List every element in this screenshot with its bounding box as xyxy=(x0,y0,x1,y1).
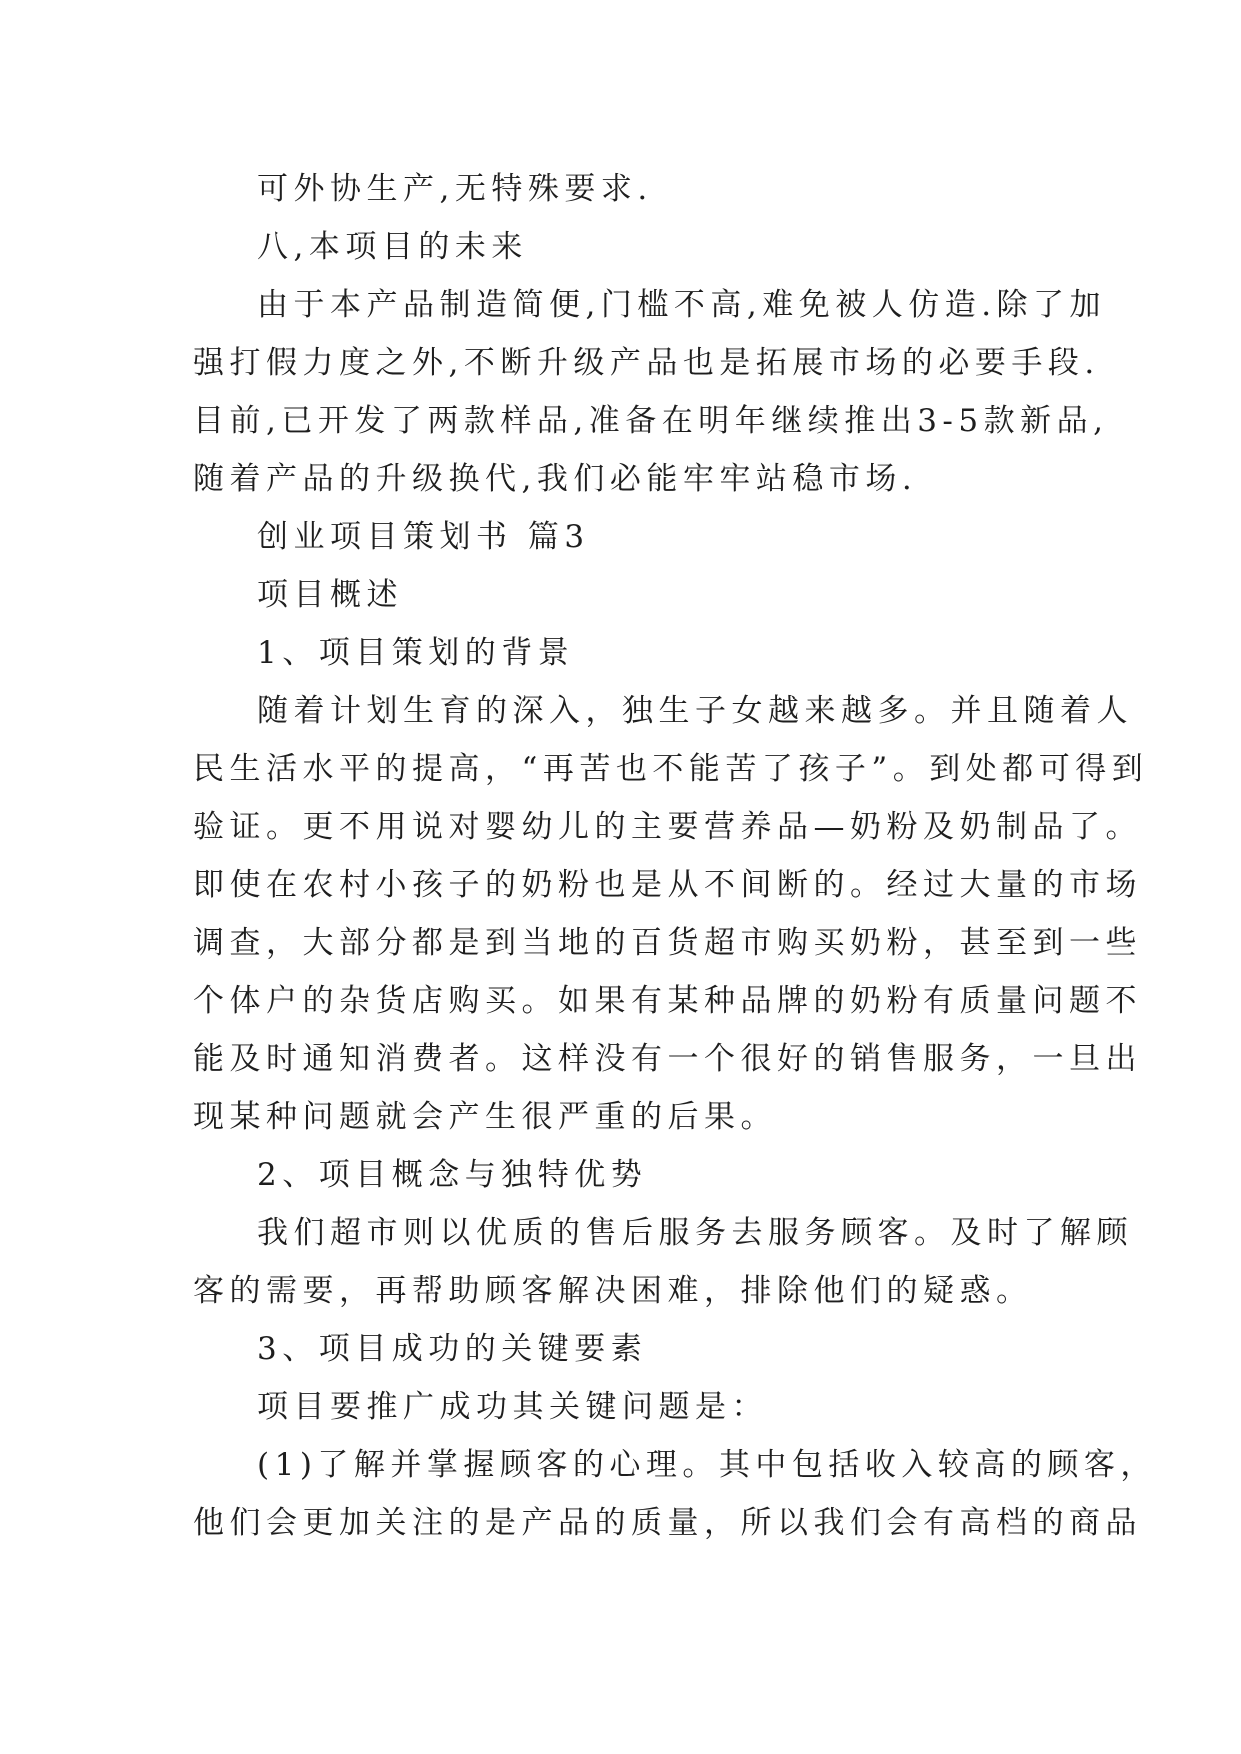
heading-plan-part3 xyxy=(193,508,1053,566)
paragraph-key-item-1 xyxy=(193,1436,1157,1552)
text-line: 能及时通知消费者。这样没有一个很好的销售服务，一旦出 xyxy=(193,1041,1142,1077)
text-line: 我们超市则以优质的售后服务去服务顾客。及时了解顾 xyxy=(257,1215,1133,1251)
paragraph-future xyxy=(193,276,1109,508)
text-line: 可外协生产,无特殊要求. xyxy=(257,171,653,207)
text-line: 个体户的杂货店购买。如果有某种品牌的奶粉有质量问题不 xyxy=(193,983,1142,1019)
text-line: (1)了解并掌握顾客的心理。其中包括收入较高的顾客， xyxy=(257,1447,1157,1483)
paragraph-background xyxy=(193,682,1149,1146)
text-line: 项目要推广成功其关键问题是： xyxy=(257,1389,768,1425)
text-line: 随着产品的升级换代,我们必能牢牢站稳市场. xyxy=(193,461,918,497)
text-line: 民生活水平的提高，“再苦也不能苦了孩子”。到处都可得到 xyxy=(193,751,1149,787)
text-line: 调查，大部分都是到当地的百货超市购买奶粉，甚至到一些 xyxy=(193,925,1142,961)
text-line: 1、项目策划的背景 xyxy=(257,635,575,671)
text-line: 现某种问题就会产生很严重的后果。 xyxy=(193,1099,777,1135)
paragraph-outsourcing xyxy=(193,160,1053,218)
text-line: 验证。更不用说对婴幼儿的主要营养品—奶粉及奶制品了。 xyxy=(193,809,1142,845)
heading-project-future xyxy=(193,218,1053,276)
text-line: 客的需要，再帮助顾客解决困难，排除他们的疑惑。 xyxy=(193,1273,1033,1309)
heading-key-factors xyxy=(193,1320,1053,1378)
heading-overview xyxy=(193,566,1053,624)
text-line: 目前,已开发了两款样品,准备在明年继续推出3-5款新品, xyxy=(193,403,1109,439)
text-line: 2、项目概念与独特优势 xyxy=(257,1157,648,1193)
text-line: 即使在农村小孩子的奶粉也是从不间断的。经过大量的市场 xyxy=(193,867,1142,903)
text-line: 由于本产品制造简便,门槛不高,难免被人仿造.除了加 xyxy=(257,287,1107,323)
paragraph-concept xyxy=(193,1204,1133,1320)
text-line: 项目概述 xyxy=(257,577,403,613)
text-line: 八,本项目的未来 xyxy=(257,229,528,265)
text-line: 他们会更加关注的是产品的质量，所以我们会有高档的商品 xyxy=(193,1505,1142,1541)
heading-concept xyxy=(193,1146,1053,1204)
document-body xyxy=(193,160,1157,1552)
text-line: 随着计划生育的深入，独生子女越来越多。并且随着人 xyxy=(257,693,1133,729)
paragraph-key-intro xyxy=(193,1378,1053,1436)
text-line: 强打假力度之外,不断升级产品也是拓展市场的必要手段. xyxy=(193,345,1100,381)
heading-background xyxy=(193,624,1053,682)
text-line: 创业项目策划书 篇3 xyxy=(257,519,590,555)
text-line: 3、项目成功的关键要素 xyxy=(257,1331,648,1367)
